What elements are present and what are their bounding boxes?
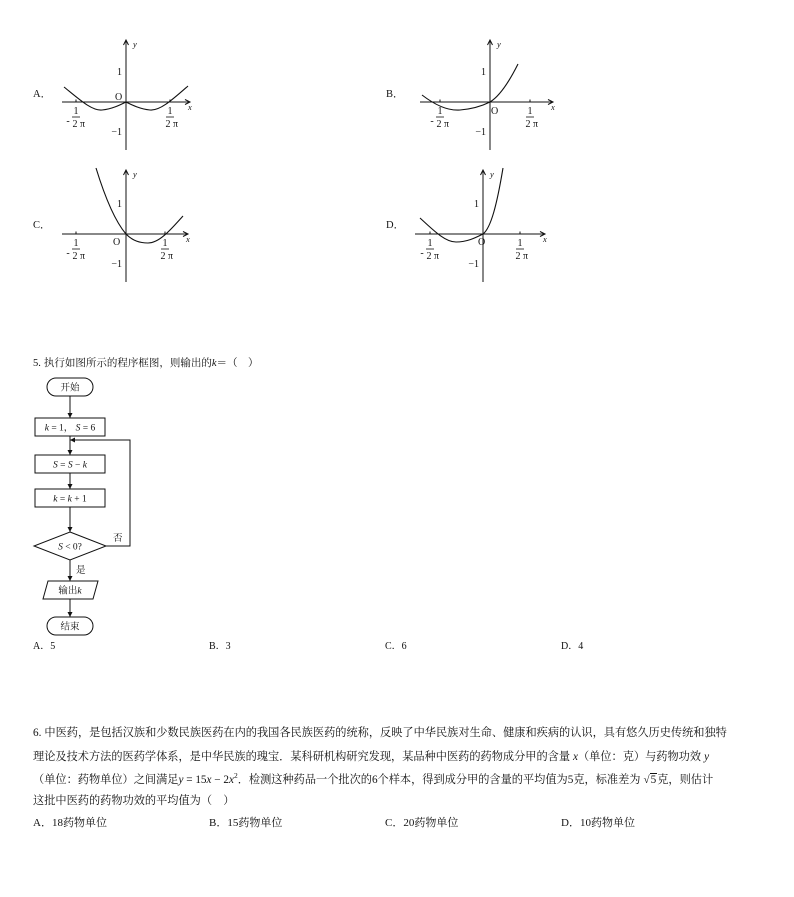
formula-var-x: x xyxy=(206,774,212,786)
init-var-s: S xyxy=(75,423,81,434)
option-a-letter: A． xyxy=(33,89,52,100)
formula-exponent: 2 xyxy=(233,771,238,780)
x-tick-neg-pi: π xyxy=(80,251,86,262)
var-k: k xyxy=(53,494,58,505)
sqrt-sign-icon: √ xyxy=(643,774,650,786)
var-k: k xyxy=(77,586,82,597)
flowchart xyxy=(34,378,130,635)
q5-number: 5. xyxy=(33,358,41,369)
y-axis-label: y xyxy=(133,169,137,179)
q5-stem-tail: ＝（ ） xyxy=(216,358,259,369)
output-text: 输出 xyxy=(58,586,78,597)
var-s: S xyxy=(53,460,58,471)
x-tick-neg-numerator: 1 xyxy=(437,106,443,117)
init-s-value: = 6 xyxy=(80,423,96,434)
q6-line1-text: 中医药，是包括汉族和少数民族医药在内的我国各民族医药的统称，反映了中华民族对生命、健康和疾病的认识，具有悠久历史传统和独特 xyxy=(44,727,727,739)
condition-label xyxy=(58,543,82,553)
option-value: 4 xyxy=(578,641,584,652)
q5-stem-text: 执行如图所示的程序框图，则输出的 xyxy=(43,358,212,369)
yes-branch-label: 是 xyxy=(76,566,86,576)
option-b-letter: B． xyxy=(386,89,404,100)
option-letter: B． xyxy=(209,641,226,652)
q4-option-graphs xyxy=(33,39,555,282)
x-tick-pos-pi: π xyxy=(168,251,174,262)
option-value: 6 xyxy=(401,641,407,652)
function-curve xyxy=(422,64,518,110)
y-tick-label-1: 1 xyxy=(117,67,122,78)
q6-line2-text-b: （单位：克）与药物功效 xyxy=(577,751,702,763)
option-letter: C． xyxy=(385,641,402,652)
option-text: 18药物单位 xyxy=(51,817,107,829)
y-axis-label: y xyxy=(490,169,494,179)
var-y: y xyxy=(704,751,710,763)
x-tick-pos-pi: π xyxy=(173,119,179,130)
output-label xyxy=(58,585,82,597)
formula-eq: = 15 xyxy=(183,774,207,786)
x-tick-pos-denominator: 2 xyxy=(160,251,166,262)
x-tick-pos-denominator: 2 xyxy=(525,119,531,130)
q6-line2-text: 理论及技术方法的医药学体系，是中华民族的瑰宝．某科研机构研究发现，某品种中医药的药物成分甲的含量 xyxy=(33,751,571,763)
init-label xyxy=(45,424,96,434)
end-label: 结束 xyxy=(60,622,80,633)
option-letter: A． xyxy=(33,641,51,652)
y-axis-label: y xyxy=(497,39,501,49)
option-value: 3 xyxy=(225,641,231,652)
option-text: 10药物单位 xyxy=(579,817,635,829)
minus-sign: − xyxy=(72,460,83,471)
sqrt-radicand: 5 xyxy=(650,774,657,786)
q6-option-b[interactable] xyxy=(209,816,282,830)
option-c-graph xyxy=(62,168,190,282)
y-tick-label-neg-1: −1 xyxy=(475,127,486,138)
q6-line-1 xyxy=(33,726,727,740)
var-s: S xyxy=(58,542,63,553)
var-k: k xyxy=(67,494,72,505)
q6-line-2 xyxy=(33,750,709,764)
option-text: 15药物单位 xyxy=(227,817,283,829)
x-tick-neg-sign: - xyxy=(66,248,70,259)
option-letter: D． xyxy=(561,817,580,829)
x-tick-pos-numerator: 1 xyxy=(517,238,523,249)
x-tick-neg-numerator: 1 xyxy=(427,238,433,249)
var-x: x xyxy=(573,751,578,763)
x-tick-pos-pi: π xyxy=(523,251,529,262)
q5-option-d[interactable] xyxy=(561,640,583,654)
origin-label: O xyxy=(491,106,499,117)
option-letter: D． xyxy=(561,641,579,652)
q6-line3-text: （单位：药物单位）之间满足 xyxy=(33,774,179,786)
x-tick-neg-pi: π xyxy=(80,119,86,130)
q5-option-a[interactable] xyxy=(33,640,55,654)
q6-formula xyxy=(178,771,238,786)
x-tick-pos-denominator: 2 xyxy=(165,119,171,130)
option-d-graph xyxy=(415,168,547,282)
q6-line3-text-b: ．检测这种药品一个批次的6个样本，得到成分甲的含量的平均值为5克，标准差为 xyxy=(237,774,641,786)
x-tick-pos-numerator: 1 xyxy=(162,238,168,249)
y-tick-label-1: 1 xyxy=(117,199,122,210)
q5-option-b[interactable] xyxy=(209,640,231,654)
x-axis-label: x xyxy=(543,234,547,244)
formula-minus: − 2 xyxy=(211,774,229,786)
x-tick-neg-denominator: 2 xyxy=(426,251,432,262)
no-branch-label: 否 xyxy=(113,534,123,544)
q6-line-4 xyxy=(33,794,234,808)
condition-rest: < 0? xyxy=(62,542,82,553)
q6-option-c[interactable] xyxy=(385,816,458,830)
x-tick-neg-sign: - xyxy=(430,116,434,127)
origin-label: O xyxy=(113,237,121,248)
option-d-letter: D． xyxy=(386,220,405,231)
init-k-value: = 1， xyxy=(48,423,76,434)
q6-line3-text-c: 克，则估计 xyxy=(657,774,714,786)
x-tick-neg-pi: π xyxy=(444,119,450,130)
x-tick-neg-denominator: 2 xyxy=(72,119,78,130)
x-tick-pos-pi: π xyxy=(533,119,539,130)
formula-var-y: y xyxy=(178,774,184,786)
origin-label: O xyxy=(115,92,123,103)
q6-line4-text: 这批中医药的药物功效的平均值为（ ） xyxy=(33,795,235,807)
x-tick-pos-numerator: 1 xyxy=(167,106,173,117)
y-tick-label-1: 1 xyxy=(481,67,486,78)
q6-option-a[interactable] xyxy=(33,816,107,830)
x-tick-neg-sign: - xyxy=(66,116,70,127)
q6-option-d[interactable] xyxy=(561,816,635,830)
y-tick-label-neg-1: −1 xyxy=(468,259,479,270)
option-c-letter: C． xyxy=(33,220,51,231)
origin-label: O xyxy=(478,237,486,248)
option-value: 5 xyxy=(50,641,56,652)
update-s-label xyxy=(53,461,88,471)
q5-option-c[interactable] xyxy=(385,640,407,654)
option-letter: A． xyxy=(33,817,52,829)
function-curve xyxy=(96,168,183,243)
formula-var-x: x xyxy=(228,774,234,786)
q5-stem xyxy=(33,357,259,371)
x-tick-neg-denominator: 2 xyxy=(436,119,442,130)
init-var-k: k xyxy=(44,423,49,434)
equals-sign: = xyxy=(57,494,68,505)
option-a-graph xyxy=(62,39,192,150)
y-tick-label-1: 1 xyxy=(474,199,479,210)
q6-number: 6. xyxy=(33,727,42,739)
option-b-graph xyxy=(420,39,555,150)
update-k-label xyxy=(53,495,87,505)
y-tick-label-neg-1: −1 xyxy=(111,259,122,270)
x-tick-pos-denominator: 2 xyxy=(515,251,521,262)
var-k: k xyxy=(82,460,87,471)
q6-line-3 xyxy=(33,773,713,787)
y-axis-label: y xyxy=(133,39,137,49)
x-tick-neg-pi: π xyxy=(434,251,440,262)
option-letter: B． xyxy=(209,817,228,829)
option-letter: C． xyxy=(385,817,404,829)
x-tick-pos-numerator: 1 xyxy=(527,106,533,117)
x-tick-neg-numerator: 1 xyxy=(73,106,79,117)
var-s: S xyxy=(67,460,73,471)
y-tick-label-neg-1: −1 xyxy=(111,127,122,138)
equals-sign: = xyxy=(57,460,68,471)
plus-one: + 1 xyxy=(71,494,87,505)
q5-var-k: k xyxy=(211,358,217,369)
start-label: 开始 xyxy=(60,383,80,394)
x-tick-neg-denominator: 2 xyxy=(72,251,78,262)
function-curve xyxy=(420,168,503,242)
sqrt-expression xyxy=(643,773,657,786)
x-tick-neg-sign: - xyxy=(420,248,424,259)
x-axis-label: x xyxy=(188,102,192,112)
x-tick-neg-numerator: 1 xyxy=(73,238,79,249)
x-axis-label: x xyxy=(186,234,190,244)
option-text: 20药物单位 xyxy=(403,817,459,829)
x-axis-label: x xyxy=(551,102,555,112)
